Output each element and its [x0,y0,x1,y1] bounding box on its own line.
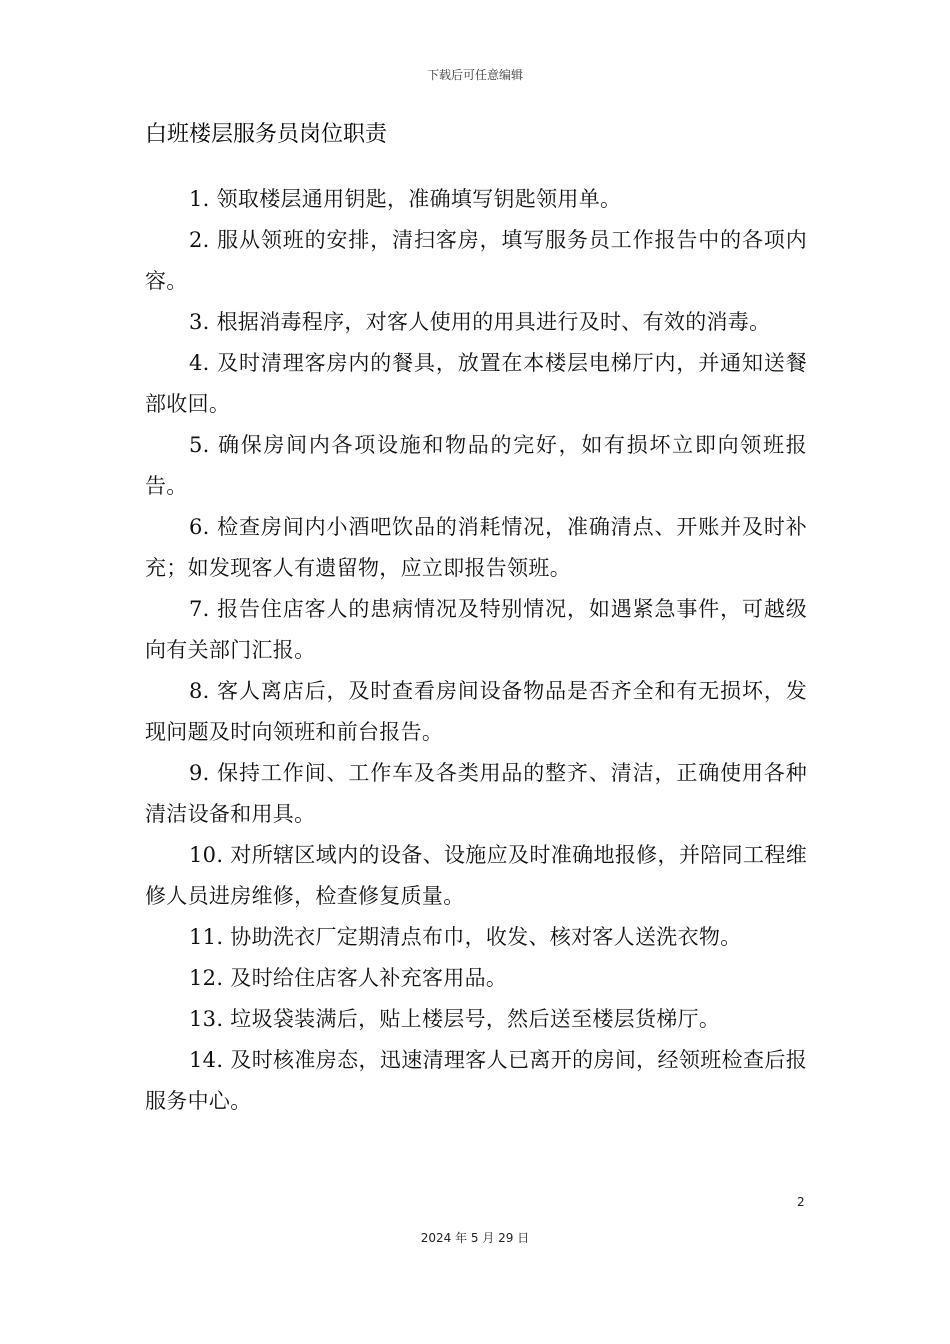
duty-list [145,179,807,1122]
duty-item-3: 3. 根据消毒程序，对客人使用的用具进行及时、有效的消毒。 [189,310,771,334]
duty-item-4: 4. 及时清理客房内的餐具，放置在本楼层电梯厅内，并通知送餐部收回。 [145,351,807,416]
duty-item-10: 10. 对所辖区域内的设备、设施应及时准确地报修，并陪同工程维修人员进房维修，检查修复质量。 [145,843,807,908]
duty-item-8: 8. 客人离店后，及时查看房间设备物品是否齐全和有无损坏，发现问题及时向领班和前台报告。 [145,679,807,744]
duty-item-7: 7. 报告住店客人的患病情况及特别情况，如遇紧急事件，可越级向有关部门汇报。 [145,597,807,662]
duty-item-2: 2. 服从领班的安排，清扫客房，填写服务员工作报告中的各项内容。 [145,228,807,293]
page-number: 2 [797,1195,805,1209]
duty-item-12: 12. 及时给住店客人补充客用品。 [189,966,508,990]
document-title: 白班楼层服务员岗位职责 [145,122,388,147]
footer-date: 2024 年 5 月 29 日 [420,1231,530,1245]
duty-item-9: 9. 保持工作间、工作车及各类用品的整齐、清洁，正确使用各种清洁设备和用具。 [145,761,807,826]
duty-item-14: 14. 及时核准房态，迅速清理客人已离开的房间，经领班检查后报服务中心。 [145,1048,807,1113]
duty-item-5: 5. 确保房间内各项设施和物品的完好，如有损坏立即向领班报告。 [145,433,807,498]
header-note: 下载后可任意编辑 [426,68,523,82]
duty-item-6: 6. 检查房间内小酒吧饮品的消耗情况，准确清点、开账并及时补充；如发现客人有遗留物，应立即报告领班。 [145,515,807,580]
duty-item-13: 13. 垃圾袋装满后，贴上楼层号，然后送至楼层货梯厅。 [189,1007,721,1031]
duty-item-1: 1. 领取楼层通用钥匙，准确填写钥匙领用单。 [189,187,622,211]
duty-item-11: 11. 协助洗衣厂定期清点布巾，收发、核对客人送洗衣物。 [189,925,742,949]
